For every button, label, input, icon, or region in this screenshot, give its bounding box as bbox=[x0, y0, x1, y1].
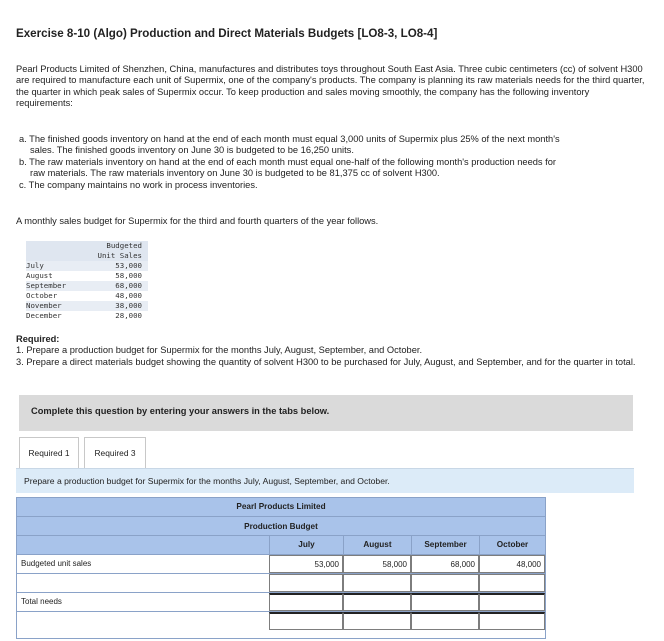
required-section bbox=[16, 334, 648, 368]
total-needs-august-input[interactable] bbox=[343, 593, 411, 611]
row4-october-input[interactable] bbox=[479, 612, 545, 630]
column-august: August bbox=[343, 536, 411, 554]
row4-september-input[interactable] bbox=[411, 612, 479, 630]
august-sales-input[interactable]: 58,000 bbox=[343, 555, 411, 573]
table-row: November 38,000 bbox=[26, 301, 148, 311]
total-needs-october-input[interactable] bbox=[479, 593, 545, 611]
row4-august-input[interactable] bbox=[343, 612, 411, 630]
row2-august-input[interactable] bbox=[343, 574, 411, 592]
page-title: Exercise 8-10 (Algo) Production and Direct Materials Budgets [LO8-3, LO8-4] bbox=[16, 27, 438, 40]
requirement-a: a. The finished goods inventory on hand at the end of each month must equal 3,000 units of Supermix plus 25% of the next month's sales. The finished goods inventory on June 30 is budgeted to be 16,250 units. bbox=[19, 134, 560, 156]
row2-july-input[interactable] bbox=[269, 574, 343, 592]
row-label: Total needs bbox=[21, 597, 62, 606]
table-row: October 48,000 bbox=[26, 291, 148, 301]
production-budget-table bbox=[16, 497, 546, 639]
tab-required-1[interactable]: Required 1 bbox=[19, 437, 79, 469]
july-sales-input[interactable]: 53,000 bbox=[269, 555, 343, 573]
table-row bbox=[17, 611, 545, 630]
table-row: December 28,000 bbox=[26, 311, 148, 321]
required-item-3: 3. Prepare a direct materials budget showing the quantity of solvent H300 to be purchased for July, August, and September, and for the quarter in total. bbox=[16, 356, 636, 367]
total-needs-september-input[interactable] bbox=[411, 593, 479, 611]
intro-paragraph: Pearl Products Limited of Shenzhen, China, manufactures and distributes toys throughout South East Asia. Three cubic centimeters (cc) of solvent H300 are required to manufacture each unit of Supermix, one of the company's products. The company is planning its raw materials needs for the third quarter, the quarter in which peak sales of Supermix occur. To keep production and sales moving smoothly, the company has the following inventory requirements: bbox=[16, 64, 645, 109]
budget-name: Production Budget bbox=[17, 516, 545, 536]
row2-september-input[interactable] bbox=[411, 574, 479, 592]
requirement-b: b. The raw materials inventory on hand at the end of each month must equal one-half of the following month's production needs for raw materials. The raw materials inventory on June 30 is budgeted to be 81,375 cc of solvent H300. bbox=[19, 156, 557, 179]
october-sales-input[interactable]: 48,000 bbox=[479, 555, 545, 573]
table-row: July 53,000 bbox=[26, 261, 148, 271]
tab-prompt: Prepare a production budget for Supermix for the months July, August, September, and October. bbox=[16, 468, 634, 493]
table-row: August 58,000 bbox=[26, 271, 148, 281]
table-row bbox=[17, 573, 545, 592]
sales-table-header: Budgeted Unit Sales bbox=[26, 241, 148, 261]
required-item-1: 1. Prepare a production budget for Supermix for the months July, August, September, and October. bbox=[16, 345, 423, 356]
instructions-banner: Complete this question by entering your answers in the tabs below. bbox=[19, 395, 633, 431]
tab-required-3[interactable]: Required 3 bbox=[84, 437, 146, 469]
table-row bbox=[17, 592, 545, 611]
inventory-requirements bbox=[19, 134, 639, 191]
monthly-sales-intro: A monthly sales budget for Supermix for the third and fourth quarters of the year follows. bbox=[16, 216, 379, 226]
sales-budget-table bbox=[26, 241, 148, 321]
company-name: Pearl Products Limited bbox=[17, 498, 545, 516]
column-july: July bbox=[269, 536, 343, 554]
column-header-row bbox=[17, 535, 545, 554]
requirement-c: c. The company maintains no work in process inventories. bbox=[19, 179, 258, 190]
row-label: Budgeted unit sales bbox=[21, 559, 92, 568]
september-sales-input[interactable]: 68,000 bbox=[411, 555, 479, 573]
table-row: September 68,000 bbox=[26, 281, 148, 291]
required-heading: Required: bbox=[16, 334, 60, 344]
column-september: September bbox=[411, 536, 479, 554]
total-needs-july-input[interactable] bbox=[269, 593, 343, 611]
column-october: October bbox=[479, 536, 545, 554]
row2-october-input[interactable] bbox=[479, 574, 545, 592]
row4-july-input[interactable] bbox=[269, 612, 343, 630]
table-row bbox=[17, 554, 545, 573]
